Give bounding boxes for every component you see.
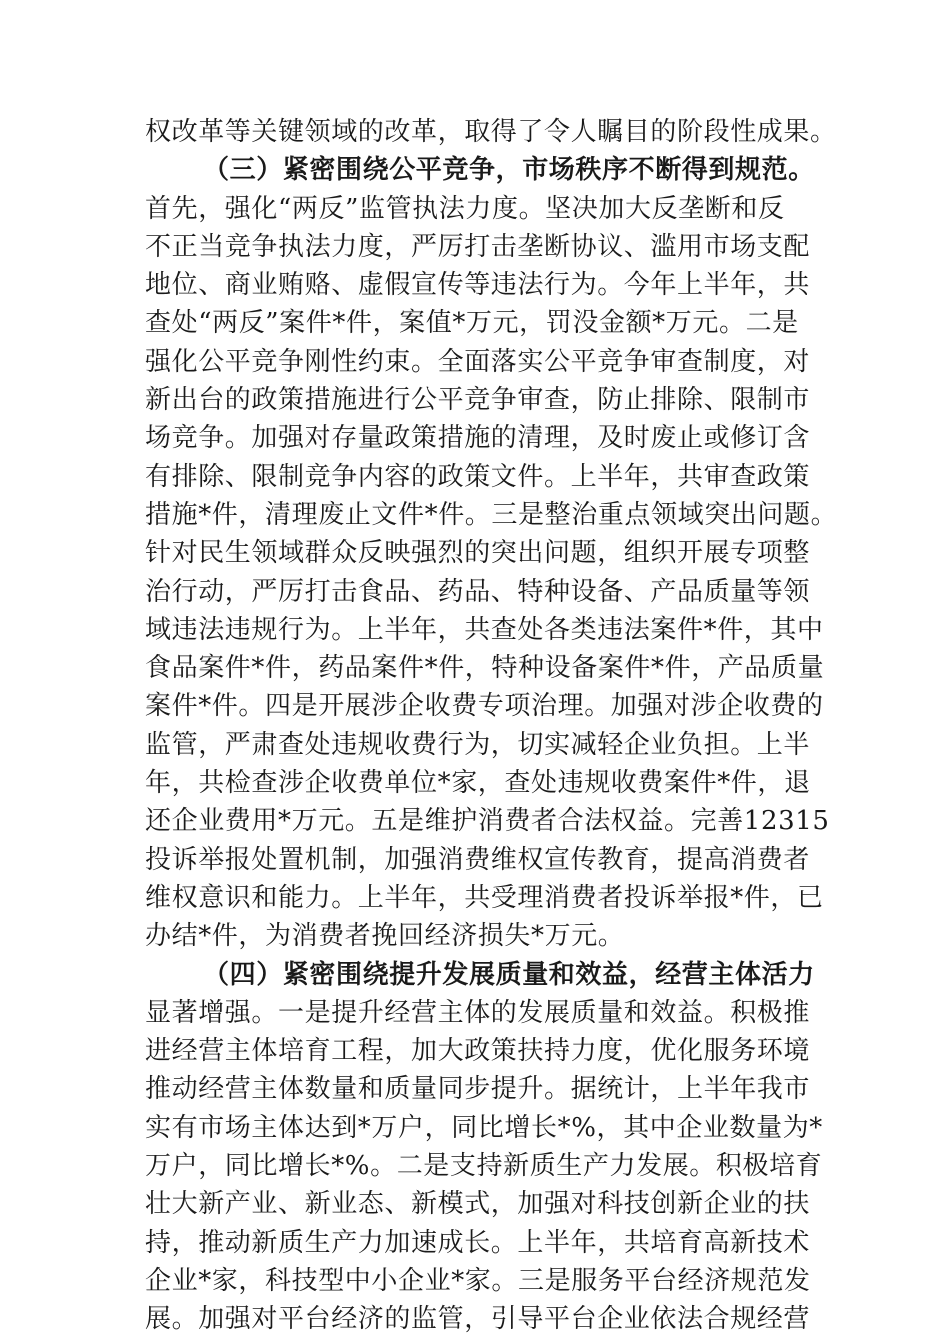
text-line: 案件*件。四是开展涉企收费专项治理。加强对涉企收费的 [145,691,824,722]
section-heading-3: （三）紧密围绕公平竞争，市场秩序不断得到规范。 [203,155,815,186]
text-line: 维权意识和能力。上半年，共受理消费者投诉举报*件，已 [145,882,824,913]
text-line: 域违法违规行为。上半年，共查处各类违法案件*件，其中 [145,614,824,645]
section-heading-4: （四）紧密围绕提升发展质量和效益，经营主体活力 [203,959,815,990]
text-line: 措施*件，清理废止文件*件。三是整治重点领域突出问题。 [145,499,838,530]
text-line: 壮大新产业、新业态、新模式，加强对科技创新企业的扶 [145,1189,811,1220]
text-line: 场竞争。加强对存量政策措施的清理，及时废止或修订含 [145,423,811,454]
text-line: 治行动，严厉打击食品、药品、特种设备、产品质量等领 [145,576,811,607]
text-line: 持，推动新质生产力加速成长。上半年，共培育高新技术 [145,1227,811,1258]
text-line: 监管，严肃查处违规收费行为，切实减轻企业负担。上半 [145,729,811,760]
text-line: 查处“两反”案件*件，案值*万元，罚没金额*万元。二是 [145,308,799,339]
text-line: 投诉举报处置机制，加强消费维权宣传教育，提高消费者 [145,844,811,875]
text-line: 万户，同比增长*%。二是支持新质生产力发展。积极培育 [145,1151,823,1182]
text-line: 展。加强对平台经济的监管，引导平台企业依法合规经营 [145,1304,811,1335]
text-line: 不正当竞争执法力度，严厉打击垄断协议、滥用市场支配 [145,231,811,262]
text-line: 新出台的政策措施进行公平竞争审查，防止排除、限制市 [145,385,811,416]
text-line: 实有市场主体达到*万户，同比增长*%，其中企业数量为* [145,1112,823,1143]
text-line: 首先，强化“两反”监管执法力度。坚决加大反垄断和反 [145,193,785,224]
text-line: 针对民生领域群众反映强烈的突出问题，组织开展专项整 [145,538,811,569]
text-line: 权改革等关键领域的改革，取得了令人瞩目的阶段性成果。 [145,117,837,147]
text-line: 年，共检查涉企收费单位*家，查处违规收费案件*件，退 [145,768,811,799]
text-line: 显著增强。一是提升经营主体的发展质量和效益。积极推 [145,997,811,1028]
text-line: 进经营主体培育工程，加大政策扶持力度，优化服务环境 [145,1036,811,1067]
text-line: 推动经营主体数量和质量同步提升。据统计，上半年我市 [145,1074,811,1105]
text-line: 企业*家，科技型中小企业*家。三是服务平台经济规范发 [145,1265,811,1296]
text-line: 还企业费用*万元。五是维护消费者合法权益。完善12315 [145,806,830,837]
body-text [145,113,838,1339]
text-line: 有排除、限制竞争内容的政策文件。上半年，共审查政策 [145,461,811,492]
text-line: 食品案件*件，药品案件*件，特种设备案件*件，产品质量 [145,653,825,684]
text-line: 地位、商业贿赂、虚假宣传等违法行为。今年上半年，共 [145,270,811,301]
text-line: 办结*件，为消费者挽回经济损失*万元。 [145,921,625,952]
text-line: 强化公平竞争刚性约束。全面落实公平竞争审查制度，对 [145,346,811,377]
